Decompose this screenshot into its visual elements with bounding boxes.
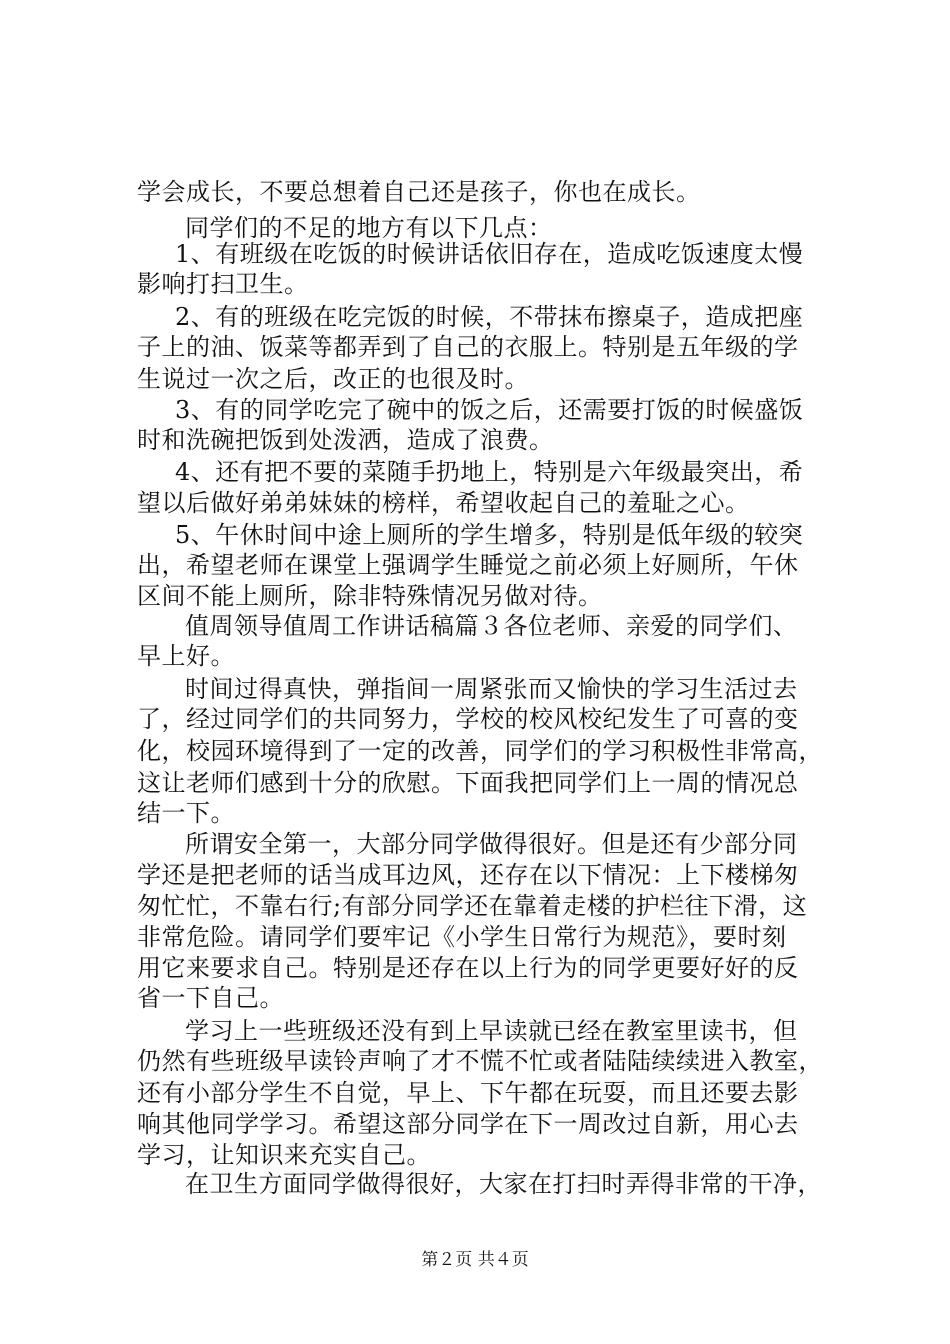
text-line: 学习，让知识来充实自己。 [137, 1141, 431, 1169]
text-line: 所谓安全第一，大部分同学做得很好。但是还有少部分同 [185, 830, 798, 858]
text-line: 3、有的同学吃完了碗中的饭之后，还需要打饭的时候盛饭 [175, 396, 804, 424]
text-line: 早上好。 [137, 642, 235, 670]
text-line: 还有小部分学生不自觉，早上、下午都在玩耍，而且还要去影 [137, 1079, 799, 1107]
text-line: 化，校园环境得到了一定的改善，同学们的学习积极性非常高， [137, 737, 823, 765]
text-line: 值周领导值周工作讲话稿篇３各位老师、亲爱的同学们、 [185, 612, 798, 640]
text-line: 4、还有把不要的菜随手扔地上，特别是六年级最突出，希 [175, 458, 804, 486]
text-line: 子上的油、饭菜等都弄到了自己的衣服上。特别是五年级的学 [137, 333, 799, 361]
page-number: 第２页 共４页 [421, 1250, 529, 1270]
text-line: 响其他同学学习。希望这部分同学在下一周改过自新，用心去 [137, 1110, 799, 1138]
text-line: 望以后做好弟弟妹妹的榜样，希望收起自己的羞耻之心。 [137, 489, 750, 517]
text-line: 匆忙忙，不靠右行;有部分同学还在靠着走楼的护栏往下滑，这 [137, 892, 808, 920]
text-line: 生说过一次之后，改正的也很及时。 [137, 365, 529, 393]
text-line: 省一下自己。 [137, 984, 284, 1012]
text-line: 学还是把老师的话当成耳边风，还存在以下情况：上下楼梯匆 [137, 861, 799, 889]
text-line: 结一下。 [137, 799, 235, 827]
text-line: 出，希望老师在课堂上强调学生睡觉之前必须上好厕所，午休 [137, 551, 799, 579]
text-line: 同学们的不足的地方有以下几点： [185, 214, 553, 242]
text-line: 用它来要求自己。特别是还存在以上行为的同学更要好好的反 [137, 954, 799, 982]
text-line: 学会成长，不要总想着自己还是孩子，你也在成长。 [137, 178, 701, 206]
text-line: 学习上一些班级还没有到上早读就已经在教室里读书，但 [185, 1017, 798, 1045]
text-line: 时间过得真快，弹指间一周紧张而又愉快的学习生活过去 [185, 675, 798, 703]
text-line: 影响打扫卫生。 [137, 270, 309, 298]
text-line: 在卫生方面同学做得很好，大家在打扫时弄得非常的干净， [185, 1170, 822, 1198]
text-line: 5、午休时间中途上厕所的学生增多，特别是低年级的较突 [175, 521, 804, 549]
text-line: 了，经过同学们的共同努力，学校的校风校纪发生了可喜的变 [137, 705, 799, 733]
text-line: 时和洗碗把饭到处泼洒，造成了浪费。 [137, 426, 554, 454]
text-line: 1、有班级在吃饭的时候讲话依旧存在，造成吃饭速度太慢 [175, 240, 804, 268]
text-line: 非常危险。请同学们要牢记《小学生日常行为规范》，要时刻 [137, 923, 787, 951]
text-line: 这让老师们感到十分的欣慰。下面我把同学们上一周的情况总 [137, 769, 799, 797]
text-line: 2、有的班级在吃完饭的时候，不带抹布擦桌子，造成把座 [175, 303, 804, 331]
text-line: 区间不能上厕所，除非特殊情况另做对待。 [137, 582, 603, 610]
text-line: 仍然有些班级早读铃声响了才不慌不忙或者陆陆续续进入教室， [137, 1047, 823, 1075]
